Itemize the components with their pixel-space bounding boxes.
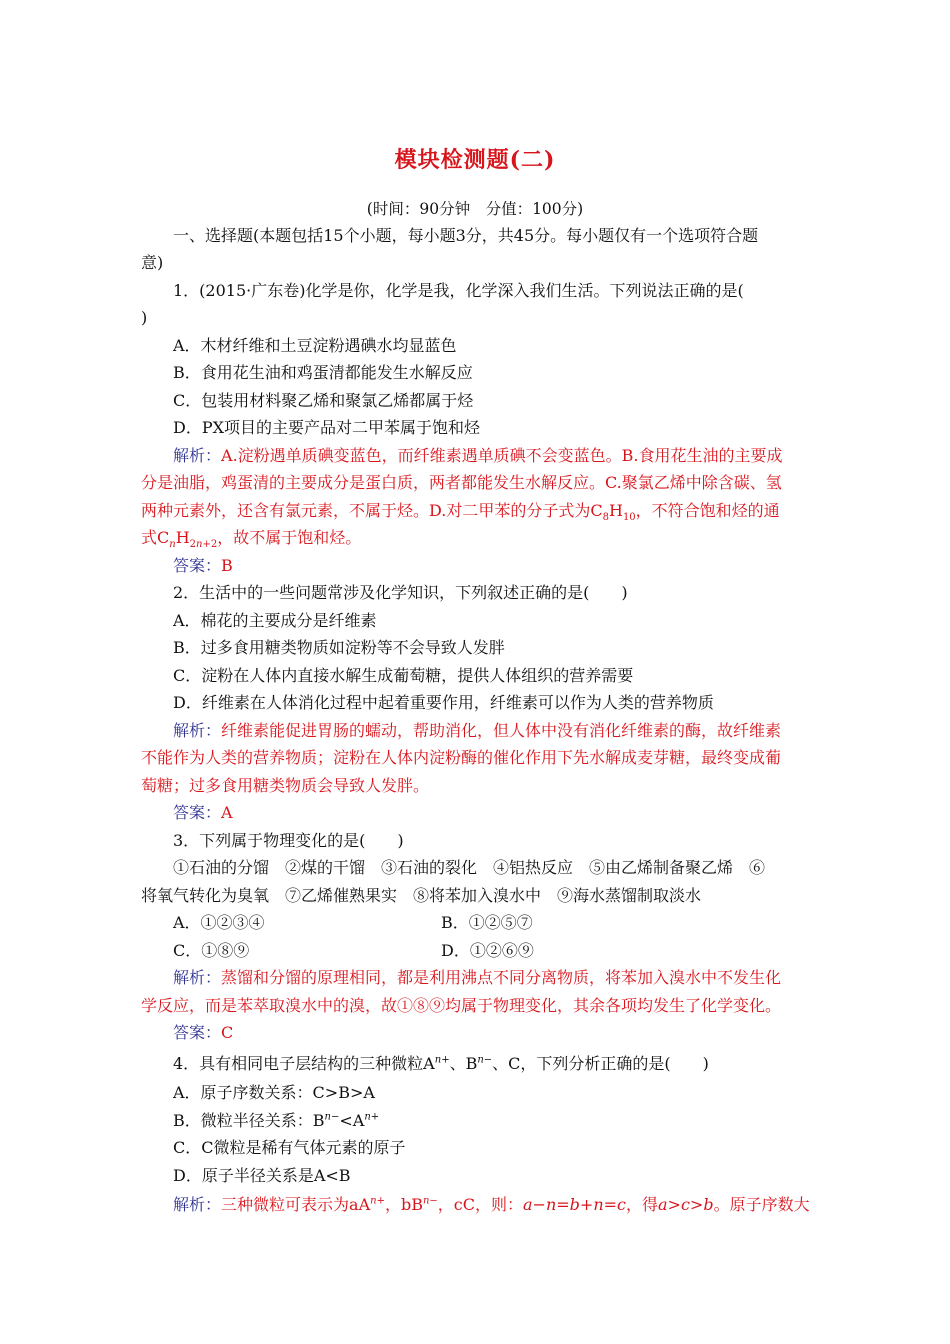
section-heading-line-2: 意): [141, 253, 164, 272]
q1-stem-line-1: 1．(2015·广东卷)化学是你，化学是我，化学深入我们生活。下列说法正确的是(: [173, 281, 744, 300]
q3-items-line-1: ①石油的分馏 ②煤的干馏 ③石油的裂化 ④铝热反应 ⑤由乙烯制备聚乙烯 ⑥: [173, 858, 766, 877]
q3-stem: 3．下列属于物理变化的是( ): [173, 831, 404, 850]
q3-items-line-2: 将氧气转化为臭氧 ⑦乙烯催熟果实 ⑧将苯加入溴水中 ⑨海水蒸馏制取淡水: [141, 886, 702, 905]
q2-option-d: D．纤维素在人体消化过程中起着重要作用，纤维素可以作为人类的营养物质: [173, 693, 714, 712]
q1-explanation-line-1: 解析：A.淀粉遇单质碘变蓝色，而纤维素遇单质碘不会变蓝色。B.食用花生油的主要成: [173, 446, 783, 465]
q2-explanation-line-1: 解析：纤维素能促进胃肠的蠕动，帮助消化，但人体中没有消化纤维素的酶，故纤维素: [173, 721, 782, 740]
q4-option-d: D．原子半径关系是A<B: [173, 1166, 351, 1185]
q4-explanation-line-1: 解析：三种微粒可表示为$aA^{n+}$，$bB^{n-}$，cC，则：a−n=b+n=c，得a>c>b。原子序数大: [173, 1195, 810, 1214]
q2-option-b: B．过多食用糖类物质如淀粉等不会导致人发胖: [173, 638, 505, 657]
q4-option-a: A．原子序数关系：C>B>A: [173, 1083, 375, 1102]
q2-stem: 2．生活中的一些问题常涉及化学知识，下列叙述正确的是( ): [173, 583, 628, 602]
q3-answer: 答案：C: [173, 1023, 234, 1042]
q4-option-b: B．微粒半径关系：$B^{n-}<A^{n+}$: [173, 1111, 380, 1130]
formula-cnh2n2: $C_nH_{2n+2}$: [157, 528, 218, 551]
q3-option-a: A．①②③④: [173, 913, 265, 932]
q2-explanation-line-3: 萄糖；过多食用糖类物质会导致人发胖。: [141, 776, 430, 795]
q2-option-a: A．棉花的主要成分是纤维素: [173, 611, 377, 630]
q2-answer: 答案：A: [173, 803, 233, 822]
q3-explanation-line-1: 解析：蒸馏和分馏的原理相同，都是利用沸点不同分离物质，将苯加入溴水中不发生化: [173, 968, 782, 987]
q3-option-d: D．①②⑥⑨: [441, 941, 534, 960]
q1-option-c: C．包装用材料聚乙烯和聚氯乙烯都属于烃: [173, 391, 474, 410]
exam-meta: (时间：90分钟 分值：100分): [366, 200, 584, 218]
page-title: 模块检测题(二): [394, 147, 556, 173]
q1-explanation-line-4: 式$C_nH_{2n+2}$，故不属于饱和烃。: [141, 528, 362, 551]
q3-option-c: C．①⑧⑨: [173, 941, 250, 960]
q1-explanation-line-3: 两种元素外，还含有氯元素，不属于烃。D.对二甲苯的分子式为$C_8H_{10}$，不符合饱和烃的通: [141, 501, 780, 524]
section-heading-line-1: 一、选择题(本题包括15个小题，每小题3分，共45分。每小题仅有一个选项符合题: [173, 226, 759, 245]
q2-option-c: C．淀粉在人体内直接水解生成葡萄糖，提供人体组织的营养需要: [173, 666, 634, 685]
q1-answer: 答案：B: [173, 556, 233, 575]
q1-option-d: D．PX项目的主要产品对二甲苯属于饱和烃: [173, 418, 480, 437]
q2-explanation-line-2: 不能作为人类的营养物质；淀粉在人体内淀粉酶的催化作用下先水解成麦芽糖，最终变成葡: [141, 748, 782, 767]
q1-explanation-line-2: 分是油脂，鸡蛋清的主要成分是蛋白质，两者都能发生水解反应。C.聚氯乙烯中除含碳、氢: [141, 473, 782, 492]
q1-stem-line-2: ): [141, 308, 148, 327]
q1-option-a: A．木材纤维和土豆淀粉遇碘水均显蓝色: [173, 336, 457, 355]
q1-option-b: B．食用花生油和鸡蛋清都能发生水解反应: [173, 363, 473, 382]
explanation-label: 解析：: [173, 446, 222, 465]
q4-stem: 4．具有相同电子层结构的三种微粒$A^{n+}$、$B^{n-}$、C，下列分析正确的是( ): [173, 1054, 709, 1073]
formula-c8h10: $C_8H_{10}$: [590, 501, 636, 524]
q4-option-c: C．C微粒是稀有气体元素的原子: [173, 1138, 406, 1157]
q3-option-b: B．①②⑤⑦: [441, 913, 533, 932]
q3-explanation-line-2: 学反应，而是苯萃取溴水中的溴，故①⑧⑨均属于物理变化，其余各项均发生了化学变化。: [141, 996, 782, 1015]
